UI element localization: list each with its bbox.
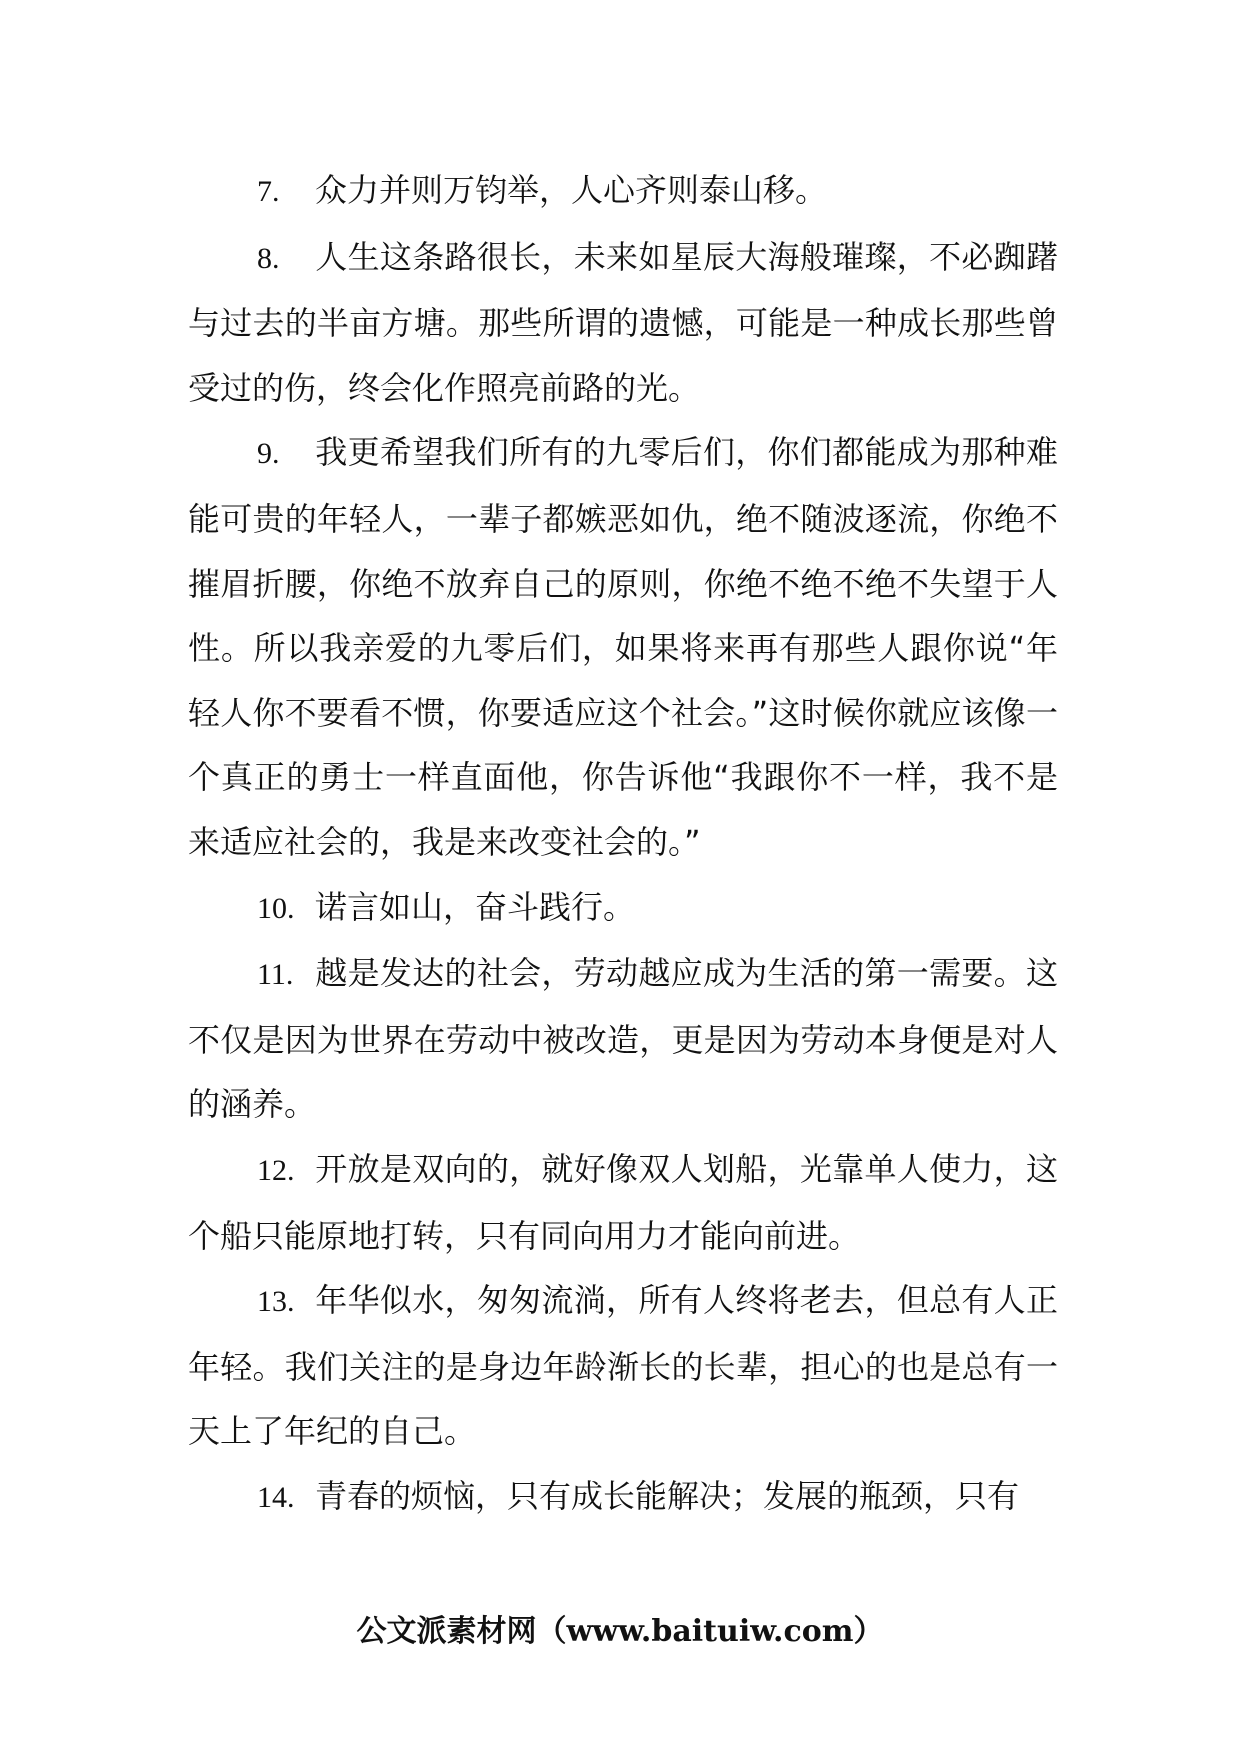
item-number: 9. bbox=[257, 437, 280, 471]
document-body bbox=[188, 158, 1058, 1530]
page-footer: 公文派素材网（www.baituiw.com） bbox=[356, 1614, 884, 1649]
list-item bbox=[188, 158, 1058, 225]
item-number: 13. bbox=[257, 1285, 295, 1319]
item-text: 我更希望我们所有的九零后们，你们都能成为那种难能可贵的年轻人，一辈子都嫉恶如仇，绝不随波逐流，你绝不摧眉折腰，你绝不放弃自己的原则，你绝不绝不绝不失望于人性。所以我亲爱的九零后们，如果将来再有那些人跟你说“年轻人你不要看不惯，你要适应这个社会。”这时候你就应该像一个真正的勇士一样直面他，你告诉他“我跟你不一样，我不是来适应社会的，我是来改变社会的。” bbox=[188, 433, 1058, 861]
list-item bbox=[188, 1137, 1058, 1268]
item-text: 开放是双向的，就好像双人划船，光靠单人使力，这个船只能原地打转，只有同向用力才能向前进。 bbox=[188, 1149, 1058, 1255]
item-text: 人生这条路很长，未来如星辰大海般璀璨，不必踟躇与过去的半亩方塘。那些所谓的遗憾，可能是一种成长那些曾受过的伤，终会化作照亮前路的光。 bbox=[188, 237, 1058, 407]
item-text: 众力并则万钧举，人心齐则泰山移。 bbox=[315, 171, 828, 209]
list-item bbox=[188, 941, 1058, 1137]
list-item bbox=[188, 1268, 1058, 1464]
item-number: 10. bbox=[257, 891, 295, 925]
item-number: 12. bbox=[257, 1153, 295, 1187]
item-number: 7. bbox=[257, 175, 280, 208]
list-item bbox=[188, 875, 1058, 942]
item-text: 青春的烦恼，只有成长能解决；发展的瓶颈，只有 bbox=[315, 1476, 1020, 1515]
item-number: 11. bbox=[257, 958, 294, 992]
list-item bbox=[188, 1464, 1058, 1531]
item-text: 年华似水，匆匆流淌，所有人终将老去，但总有人正年轻。我们关注的是身边年龄渐长的长辈，担心的也是总有一天上了年纪的自己。 bbox=[188, 1281, 1058, 1451]
list-item bbox=[188, 225, 1058, 421]
item-text: 诺言如山，奋斗践行。 bbox=[315, 887, 636, 926]
list-item bbox=[188, 420, 1058, 874]
item-text: 越是发达的社会，劳动越应成为生活的第一需要。这不仅是因为世界在劳动中被改造，更是因为劳动本身便是对人的涵养。 bbox=[188, 954, 1058, 1124]
item-number: 14. bbox=[257, 1480, 295, 1514]
item-number: 8. bbox=[257, 241, 280, 275]
